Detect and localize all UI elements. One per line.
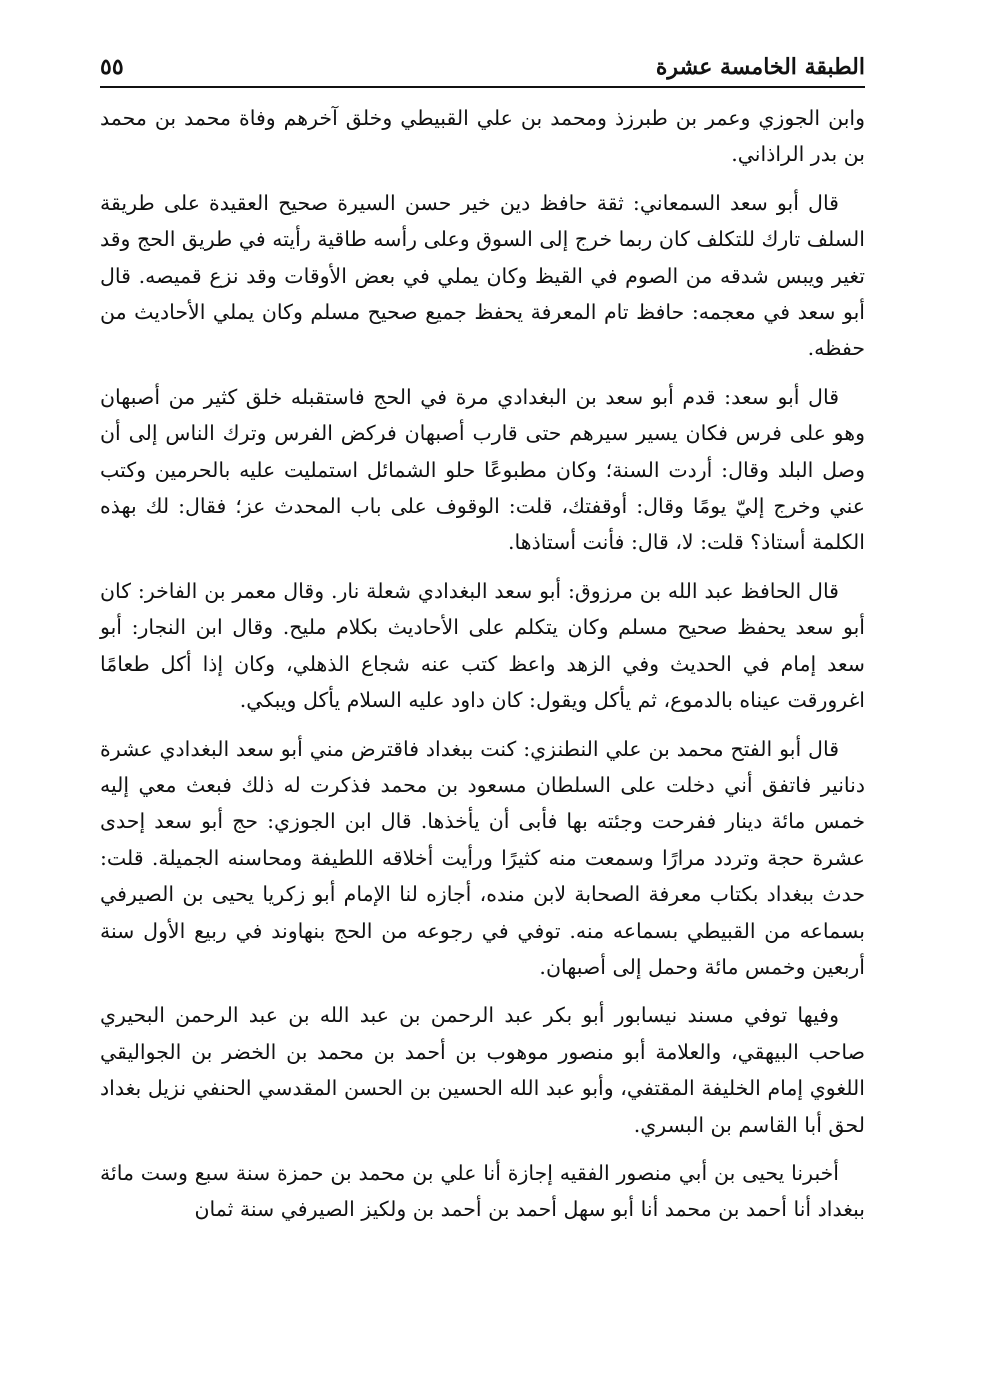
- paragraph-5: قال أبو الفتح محمد بن علي النطنزي: كنت ببغداد فاقترض مني أبو سعد البغدادي عشرة دنانير فاتفق أني دخلت على السلطان مسعود بن محمد فذكرت له ذلك فبعث معي إليه خمس مائة دينار ففرحت وجئته بها فأبى أن يأخذها. قال ابن الجوزي: حج أبو سعد إحدى عشرة حجة وتردد مرارًا وسمعت منه كثيرًا ورأيت أخلاقه اللطيفة ومحاسنه الجميلة. قلت: حدث ببغداد بكتاب معرفة الصحابة لابن منده، أجازه لنا الإمام أبو زكريا يحيى بن الصيرفي بسماعه من القبيطي بسماعه منه. توفي في رجوعه من الحج بنهاوند في ربيع الأول سنة أربعين وخمس مائة وحمل إلى أصبهان.: [100, 736, 865, 979]
- paragraph-3: قال أبو سعد: قدم أبو سعد بن البغدادي مرة في الحج فاستقبله خلق كثير من أصبهان وهو على فرس فكان يسير سيرهم حتى قارب أصبهان فركض الفرس وترك الناس إلى أن وصل البلد وقال: أردت السنة؛ وكان مطبوعًا حلو الشمائل استمليت عليه بالحرمين وكتب عني وخرج إليّ يومًا وقال: أوقفتك، قلت: الوقوف على باب المحدث عز؛ فقال: لك بهذه الكلمة أستاذ؟ قلت: لا، قال: فأنت أستاذها.: [100, 384, 865, 555]
- book-page: [100, 30, 865, 1240]
- body-text: [100, 100, 865, 1228]
- paragraph-6: وفيها توفي مسند نيسابور أبو بكر عبد الرحمن بن عبد الله بن عبد الرحمن البحيري صاحب البيهقي، والعلامة أبو منصور موهوب بن أحمد بن محمد بن الخضر بن الجواليقي اللغوي إمام الخليفة المقتفي، وأبو عبد الله الحسين بن الحسن المقدسي الحنفي نزيل بغداد لحق أبا القاسم بن البسري.: [100, 1003, 865, 1137]
- paragraph-2: قال أبو سعد السمعاني: ثقة حافظ دين خير حسن السيرة صحيح العقيدة على طريقة السلف تارك للتكلف كان ربما خرج إلى السوق وعلى رأسه طاقية رأيته في طريق الحج وقد تغير ويبس شدقه من الصوم في القيظ وكان يملي في بعض الأوقات وقد نزع قميصه. قال أبو سعد في معجمه: حافظ تام المعرفة يحفظ جميع صحيح مسلم وكان يملي الأحاديث من حفظه.: [100, 190, 865, 361]
- paragraph-4: قال الحافظ عبد الله بن مرزوق: أبو سعد البغدادي شعلة نار. وقال معمر بن الفاخر: كان أبو سعد يحفظ صحيح مسلم وكان يتكلم على الأحاديث بكلام مليح. وقال ابن النجار: أبو سعد إمام في الحديث وفي الزهد واعظ كتب عنه شجاع الذهلي، وكان إذا أكل طعامًا اغرورقت عيناه بالدموع، ثم يأكل ويقول: كان داود عليه السلام يأكل ويبكي.: [100, 578, 865, 713]
- paragraph-7: أخبرنا يحيى بن أبي منصور الفقيه إجازة أنا علي بن محمد بن حمزة سنة سبع وست مائة ببغداد أنا أحمد بن محمد أنا أبو سهل أحمد بن أحمد بن ولكيز الصيرفي سنة ثمان: [100, 1160, 865, 1222]
- paragraph-1: وابن الجوزي وعمر بن طبرزذ ومحمد بن علي القبيطي وخلق آخرهم وفاة محمد بن محمد بن بدر الراذاني.: [100, 106, 865, 167]
- running-title: الطبقة الخامسة عشرة: [655, 53, 865, 80]
- page-number: ٥٥: [100, 53, 124, 80]
- running-header: [100, 30, 865, 88]
